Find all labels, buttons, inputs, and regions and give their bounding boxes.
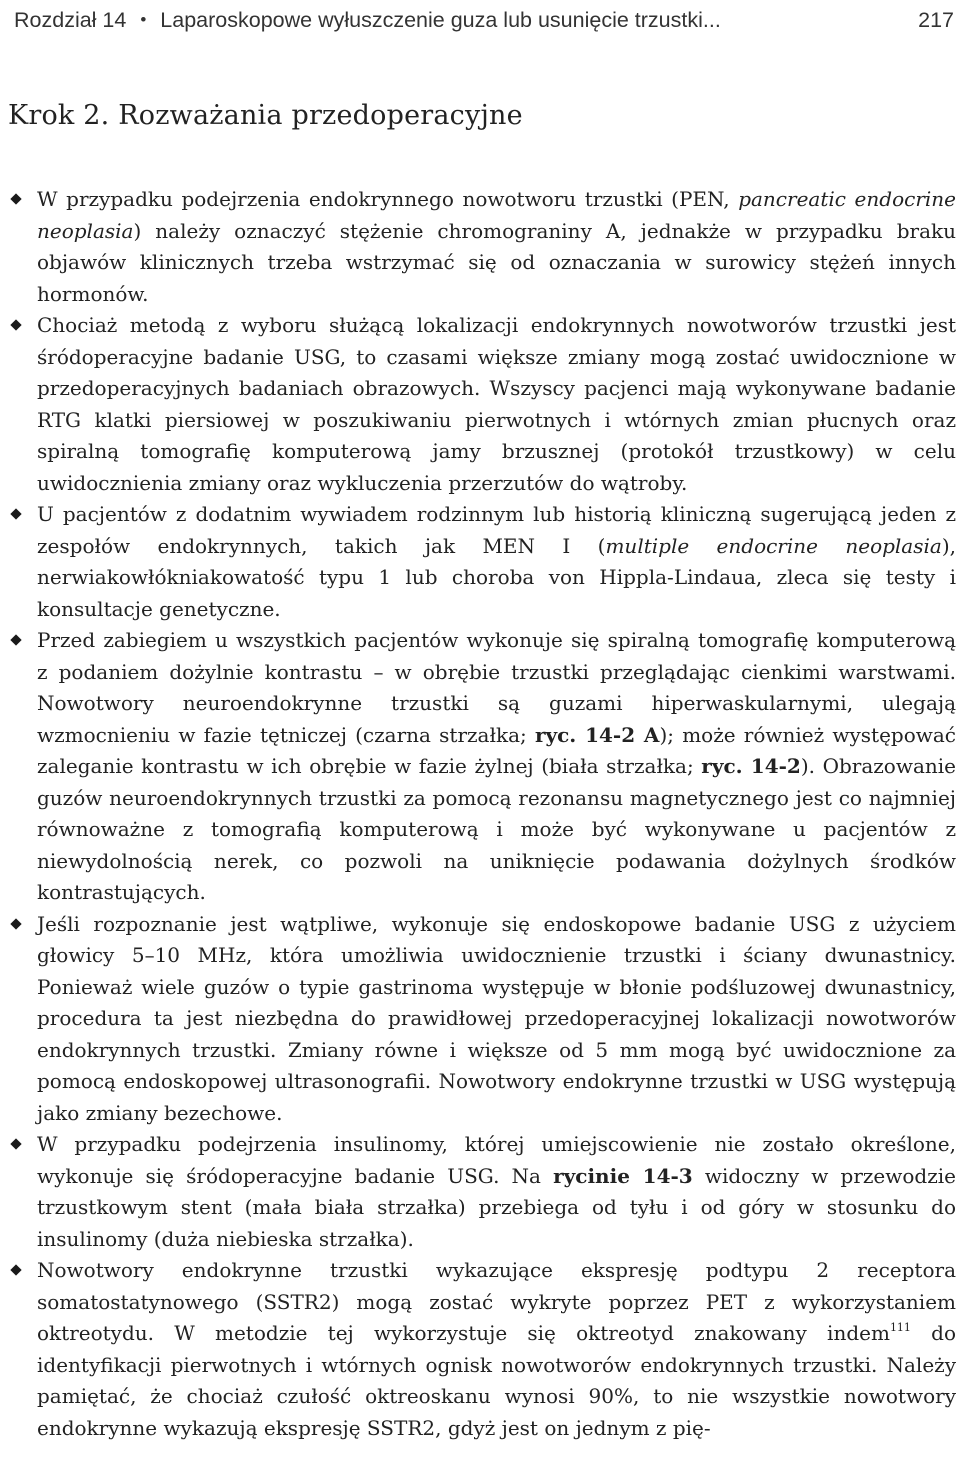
page-number: 217	[918, 8, 954, 32]
running-header	[14, 0, 954, 40]
chapter-title: Laparoskopowe wyłuszczenie guza lub usunięcie trzustki...	[160, 7, 721, 32]
superscript: 111	[889, 1321, 911, 1334]
list-item: Nowotwory endokrynne trzustki wykazujące ekspresję podtypu 2 receptora somatostatynowego (SSTR2) mogą zostać wykryte poprzez PET z wykorzystaniem oktreotydu. W metodzie tej wykorzystuje się oktreotyd znakowany indem$^{111}$ do identyfikacji pierwotnych i wtórnych ognisk nowotworów endokrynnych trzustki. Należy pamiętać, że chociaż czułość oktreoskanu wynosi 90%, to nie wszystkie nowotwory endokrynne wykazują ekspresję SSTR2, gdyż jest on jednym z pię-	[8, 1255, 956, 1444]
list-item: Chociaż metodą z wyboru służącą lokalizacji endokrynnych nowotworów trzustki jest śródoperacyjne badanie USG, to czasami większe zmiany mogą zostać uwidocznione w przedoperacyjnych badaniach obrazowych. Wszyscy pacjenci mają wykonywane badanie RTG klatki piersiowej w poszukiwaniu pierwotnych i wtórnych zmian płucnych oraz spiralną tomografię komputerową jamy brzusznej (protokół trzustkowy) w celu uwidocznienia zmiany oraz wykluczenia przerzutów do wątroby.	[8, 310, 956, 499]
diamond-bullet-icon	[11, 509, 22, 520]
section-title: Krok 2. Rozważania przedoperacyjne	[8, 100, 523, 131]
bullet-list	[8, 184, 956, 1444]
diamond-bullet-icon	[11, 320, 22, 331]
list-item: W przypadku podejrzenia insulinomy, której umiejscowienie nie zostało określone, wykonuje się śródoperacyjne badanie USG. Na rycinie 14-3 widoczny w przewodzie trzustkowym stent (mała biała strzałka) przebiega od tyłu i od góry w stosunku do insulinomy (duża niebieska strzałka).	[8, 1129, 956, 1255]
list-item: Jeśli rozpoznanie jest wątpliwe, wykonuje się endoskopowe badanie USG z użyciem głowicy 5–10 MHz, która umożliwia uwidocznienie trzustki i ściany dwunastnicy. Ponieważ wiele guzów o typie gastrinoma występuje w błonie podśluzowej dwunastnicy, procedura ta jest niezbędna do prawidłowej przedoperacyjnej lokalizacji nowotworów endokrynnych trzustki. Zmiany równe i większe od 5 mm mogą być uwidocznione za pomocą endoskopowej ultrasonografii. Nowotwory endokrynne trzustki w USG występują jako zmiany bezechowe.	[8, 909, 956, 1130]
list-item: W przypadku podejrzenia endokrynnego nowotworu trzustki (PEN, pancreatic endocrine neoplasia) należy oznaczyć stężenie chromograniny A, jednakże w przypadku braku objawów klinicznych trzeba wstrzymać się od oznaczania w surowicy stężeń innych hormonów.	[8, 184, 956, 310]
diamond-bullet-icon	[11, 1265, 22, 1276]
figure-reference: rycinie 14-3	[553, 1163, 693, 1188]
chapter-label: Rozdział 14	[14, 7, 127, 32]
list-item: Przed zabiegiem u wszystkich pacjentów wykonuje się spiralną tomografię komputerową z podaniem dożylnie kontrastu – w obrębie trzustki przeglądając cienkimi warstwami. Nowotwory neuroendokrynne trzustki są guzami hiperwaskularnymi, ulegają wzmocnieniu w fazie tętniczej (czarna strzałka; ryc. 14-2 A); może również występować zaleganie kontrastu w ich obrębie w fazie żylnej (biała strzałka; ryc. 14-2). Obrazowanie guzów neuroendokrynnych trzustki za pomocą rezonansu magnetycznego jest co najmniej równoważne z tomografią komputerową i może być wykonywane u pacjentów z niewydolnością nerek, co pozwoli na uniknięcie podawania dożylnych środków kontrastujących.	[8, 625, 956, 909]
list-item: U pacjentów z dodatnim wywiadem rodzinnym lub historią kliniczną sugerującą jeden z zespołów endokrynnych, takich jak MEN I (multiple endocrine neoplasia), nerwiakowłókniakowatość typu 1 lub choroba von Hippla-Lindaua, zleca się testy i konsultacje genetyczne.	[8, 499, 956, 625]
separator-bullet-icon: •	[140, 10, 147, 29]
figure-reference: ryc. 14-2 A	[534, 722, 660, 747]
diamond-bullet-icon	[11, 1139, 22, 1150]
diamond-bullet-icon	[11, 919, 22, 930]
diamond-bullet-icon	[11, 194, 22, 205]
figure-reference: ryc. 14-2	[701, 754, 801, 778]
diamond-bullet-icon	[11, 635, 22, 646]
